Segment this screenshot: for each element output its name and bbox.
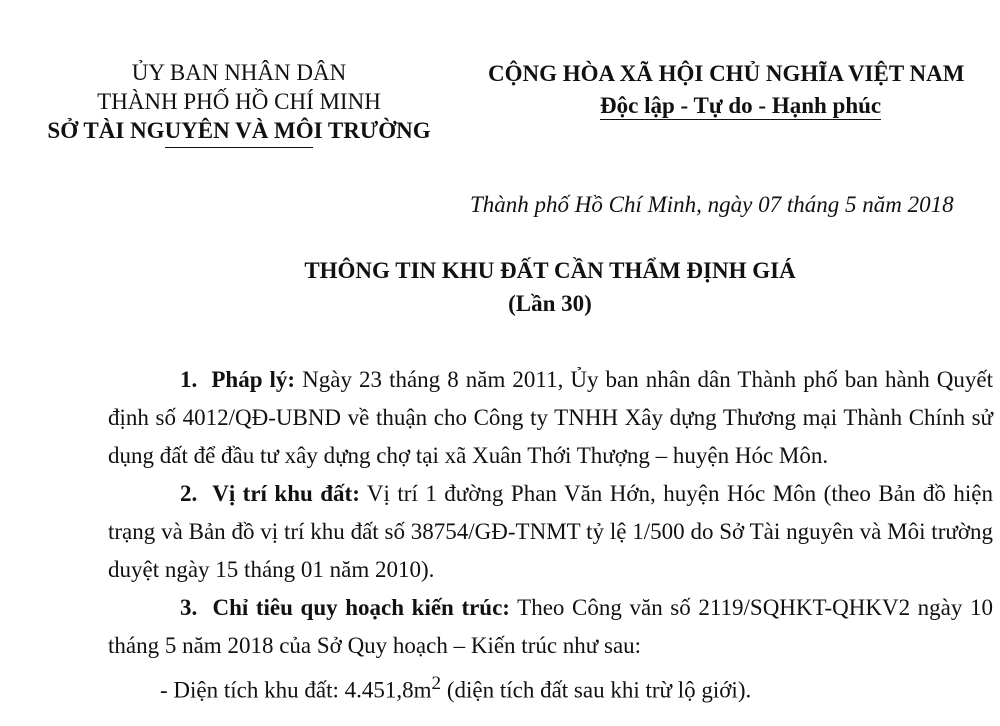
- section-heading: Pháp lý:: [211, 367, 296, 392]
- national-header: [470, 58, 1000, 122]
- document-body: [108, 361, 993, 710]
- date-line: Thành phố Hồ Chí Minh, ngày 07 tháng 5 năm 2018: [470, 192, 954, 217]
- section-text: Vị trí 1 đường Phan Văn Hớn, huyện Hóc Môn (theo Bản đồ hiện trạng và Bản đồ vị trí khu đất số 38754/GĐ-TNMT tỷ lệ 1/500 do Sở Tài nguyên và Môi trường duyệt ngày 15 tháng 01 năm 2010).: [108, 481, 993, 582]
- authority-line-2: THÀNH PHỐ HỒ CHÍ MINH: [97, 89, 381, 114]
- land-area-suffix: (diện tích đất sau khi trừ lộ giới).: [441, 677, 752, 703]
- land-area-unit-exponent: 2: [431, 673, 442, 694]
- section-heading: Vị trí khu đất:: [212, 481, 360, 506]
- section-number: 1.: [180, 367, 198, 392]
- section-text: Theo Công văn số 2119/SQHKT-QHKV2 ngày 10 tháng 5 năm 2018 của Sở Quy hoạch – Kiến trúc như sau:: [108, 595, 993, 658]
- national-motto: [470, 90, 1000, 122]
- section-text: Ngày 23 tháng 8 năm 2011, Ủy ban nhân dân Thành phố ban hành Quyết định số 4012/QĐ-UBND về thuận cho Công ty TNHH Xây dựng Thương mại Thành Chính sử dụng đất để đầu tư xây dựng chợ tại xã Xuân Thới Thượng – huyện Hóc Môn.: [108, 367, 993, 468]
- nation-name: CỘNG HÒA XÃ HỘI CHỦ NGHĨA VIỆT NAM: [488, 61, 965, 86]
- section-number: 2.: [180, 481, 198, 506]
- authority-line-1: ỦY BAN NHÂN DÂN: [131, 60, 347, 85]
- land-area-prefix: - Diện tích khu đất: 4.451,8m: [160, 677, 432, 703]
- authority-department: SỞ TÀI NGUYÊN VÀ MÔI TRƯỜNG: [47, 118, 431, 143]
- section-heading: Chỉ tiêu quy hoạch kiến trúc:: [212, 595, 510, 620]
- section-location: [108, 475, 993, 589]
- motto-text: Độc lập - Tự do - Hạnh phúc: [600, 93, 882, 118]
- section-legal: [108, 361, 993, 475]
- authority-underline: [165, 147, 313, 148]
- title-main: THÔNG TIN KHU ĐẤT CẦN THẨM ĐỊNH GIÁ: [304, 258, 796, 283]
- issuing-authority: [0, 58, 478, 148]
- document-title: [0, 254, 1000, 320]
- section-planning: [108, 589, 993, 665]
- title-sub: (Lần 30): [508, 291, 592, 316]
- section-number: 3.: [180, 595, 198, 620]
- land-area-item: [108, 665, 993, 710]
